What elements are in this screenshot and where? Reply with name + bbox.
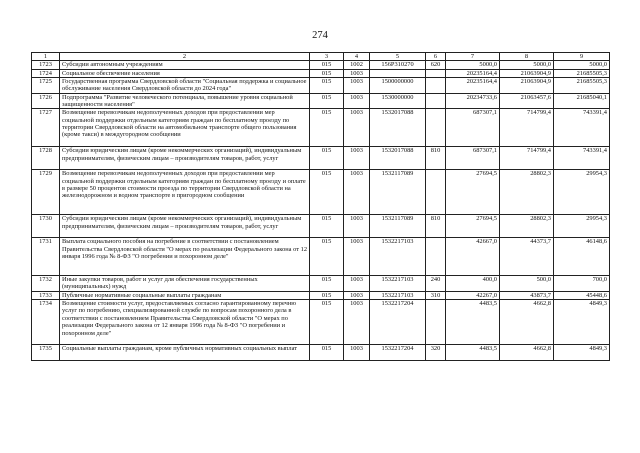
row-number: 1725 (32, 78, 60, 94)
expense-type-code (426, 109, 446, 147)
table-row (32, 61, 610, 69)
amount-year-3: 5000,0 (554, 61, 610, 69)
column-header: 2 (60, 53, 310, 61)
amount-year-3: 4849,3 (554, 300, 610, 345)
amount-year-1: 20235164,4 (446, 78, 500, 94)
target-article-code: 1532117089 (370, 170, 426, 215)
ministry-code: 015 (310, 291, 344, 299)
amount-year-1: 42667,0 (446, 238, 500, 276)
ministry-code: 015 (310, 147, 344, 170)
row-number: 1726 (32, 93, 60, 109)
section-code: 1003 (344, 345, 370, 361)
amount-year-3: 21685505,3 (554, 69, 610, 77)
target-article-code: 1532017088 (370, 109, 426, 147)
row-number: 1735 (32, 345, 60, 361)
section-code: 1003 (344, 170, 370, 215)
target-article-code: 1530000000 (370, 93, 426, 109)
target-article-code: 1532117089 (370, 215, 426, 238)
table-row (32, 69, 610, 77)
ministry-code: 015 (310, 215, 344, 238)
section-code: 1003 (344, 78, 370, 94)
section-code: 1003 (344, 276, 370, 292)
row-name: Социальное обеспечение населения (60, 69, 310, 77)
target-article-code: 1532217204 (370, 300, 426, 345)
table-row (32, 109, 610, 147)
amount-year-1: 687307,1 (446, 109, 500, 147)
amount-year-2: 714799,4 (500, 109, 554, 147)
amount-year-2: 4662,8 (500, 345, 554, 361)
amount-year-3: 743391,4 (554, 147, 610, 170)
row-name: Выплата социального пособия на погребение в соответствии с постановлением Правительства Свердловской области "О мерах по реализации Федерального закона от 12 января 1996 года № 8-ФЗ "О погребении и похоронном деле" (60, 238, 310, 276)
row-number: 1734 (32, 300, 60, 345)
amount-year-2: 43873,7 (500, 291, 554, 299)
column-header: 8 (500, 53, 554, 61)
table-row (32, 300, 610, 345)
amount-year-1: 400,0 (446, 276, 500, 292)
amount-year-2: 28802,3 (500, 170, 554, 215)
amount-year-1: 687307,1 (446, 147, 500, 170)
ministry-code: 015 (310, 345, 344, 361)
section-code: 1003 (344, 215, 370, 238)
table-row (32, 215, 610, 238)
column-header: 3 (310, 53, 344, 61)
section-code: 1003 (344, 69, 370, 77)
row-name: Подпрограмма "Развитие человеческого потенциала, повышение уровня социальной защищенности населения" (60, 93, 310, 109)
amount-year-3: 45448,6 (554, 291, 610, 299)
row-name: Социальные выплаты гражданам, кроме публичных нормативных социальных выплат (60, 345, 310, 361)
amount-year-2: 21063904,9 (500, 78, 554, 94)
amount-year-3: 46148,6 (554, 238, 610, 276)
section-code: 1003 (344, 109, 370, 147)
ministry-code: 015 (310, 170, 344, 215)
section-code: 1003 (344, 147, 370, 170)
column-header: 5 (370, 53, 426, 61)
expense-type-code (426, 78, 446, 94)
expense-type-code: 620 (426, 61, 446, 69)
amount-year-3: 4849,3 (554, 345, 610, 361)
expense-type-code: 240 (426, 276, 446, 292)
amount-year-3: 21685040,1 (554, 93, 610, 109)
column-header: 4 (344, 53, 370, 61)
expense-type-code (426, 170, 446, 215)
amount-year-1: 5000,0 (446, 61, 500, 69)
amount-year-1: 20235164,4 (446, 69, 500, 77)
column-header: 9 (554, 53, 610, 61)
table-body (32, 61, 610, 361)
expense-type-code (426, 69, 446, 77)
row-name: Возмещение перевозчикам недополученных доходов при предоставлении мер социальной поддержки отдельным категориям граждан по бесплатному проезду и оплате в размере 50 процентов стоимости проезда по территории Свердловской области на железнодорожном и водном транспорте в пригородном сообщении (60, 170, 310, 215)
section-code: 1003 (344, 300, 370, 345)
section-code: 1003 (344, 93, 370, 109)
row-number: 1727 (32, 109, 60, 147)
table-row (32, 276, 610, 292)
header-row (32, 53, 610, 61)
row-name: Публичные нормативные социальные выплаты гражданам (60, 291, 310, 299)
ministry-code: 015 (310, 300, 344, 345)
amount-year-2: 21063904,9 (500, 69, 554, 77)
row-number: 1733 (32, 291, 60, 299)
amount-year-2: 500,0 (500, 276, 554, 292)
row-name: Иные закупки товаров, работ и услуг для обеспечения государственных (муниципальных) нужд (60, 276, 310, 292)
target-article-code: 1500000000 (370, 78, 426, 94)
table-row (32, 170, 610, 215)
amount-year-2: 21063457,6 (500, 93, 554, 109)
amount-year-2: 5000,0 (500, 61, 554, 69)
ministry-code: 015 (310, 109, 344, 147)
ministry-code: 015 (310, 93, 344, 109)
target-article-code (370, 69, 426, 77)
target-article-code: 1532217103 (370, 238, 426, 276)
ministry-code: 015 (310, 61, 344, 69)
amount-year-1: 42267,0 (446, 291, 500, 299)
target-article-code: 1532017088 (370, 147, 426, 170)
table-row (32, 345, 610, 361)
amount-year-1: 4483,5 (446, 345, 500, 361)
amount-year-3: 29954,3 (554, 215, 610, 238)
amount-year-2: 4662,8 (500, 300, 554, 345)
ministry-code: 015 (310, 238, 344, 276)
target-article-code: 1532217103 (370, 291, 426, 299)
row-number: 1728 (32, 147, 60, 170)
row-number: 1730 (32, 215, 60, 238)
amount-year-3: 21685505,3 (554, 78, 610, 94)
page-number: 274 (312, 30, 328, 41)
row-name: Возмещение стоимости услуг, предоставляемых согласно гарантированному перечню услуг по погребению, специализированной службе по вопросам похоронного дела в соответствии с постановлением Правительства Свердловской области "О мерах по реализации Федерального закона от 12 января 1996 года № 8-ФЗ "О погребении и похоронном деле" (60, 300, 310, 345)
amount-year-1: 27694,5 (446, 170, 500, 215)
expense-type-code (426, 93, 446, 109)
expense-type-code: 320 (426, 345, 446, 361)
budget-table (31, 52, 610, 361)
table-row (32, 147, 610, 170)
section-code: 1002 (344, 61, 370, 69)
column-header: 1 (32, 53, 60, 61)
target-article-code: 1532217103 (370, 276, 426, 292)
expense-type-code (426, 300, 446, 345)
table-row (32, 291, 610, 299)
column-header: 6 (426, 53, 446, 61)
amount-year-1: 20234733,6 (446, 93, 500, 109)
ministry-code: 015 (310, 78, 344, 94)
column-header: 7 (446, 53, 500, 61)
expense-type-code: 310 (426, 291, 446, 299)
ministry-code: 015 (310, 276, 344, 292)
target-article-code: 156Р310270 (370, 61, 426, 69)
amount-year-3: 29954,3 (554, 170, 610, 215)
table-row (32, 93, 610, 109)
table-row (32, 78, 610, 94)
expense-type-code (426, 238, 446, 276)
row-name: Субсидии автономным учреждениям (60, 61, 310, 69)
target-article-code: 1532217204 (370, 345, 426, 361)
section-code: 1003 (344, 238, 370, 276)
row-number: 1729 (32, 170, 60, 215)
row-name: Субсидии юридическим лицам (кроме некоммерческих организаций), индивидуальным предпринимателям, физическим лицам – производителям товаров, работ, услуг (60, 147, 310, 170)
amount-year-1: 4483,5 (446, 300, 500, 345)
row-number: 1732 (32, 276, 60, 292)
expense-type-code: 810 (426, 147, 446, 170)
amount-year-3: 700,0 (554, 276, 610, 292)
row-number: 1723 (32, 61, 60, 69)
row-name: Возмещение перевозчикам недополученных доходов при предоставлении мер социальной поддержки отдельным категориям граждан по бесплатному проезду по территории Свердловской области на автомобильном транспорте общего пользования (кроме такси) в междугородном сообщении (60, 109, 310, 147)
ministry-code: 015 (310, 69, 344, 77)
amount-year-1: 27694,5 (446, 215, 500, 238)
row-number: 1731 (32, 238, 60, 276)
amount-year-2: 714799,4 (500, 147, 554, 170)
row-name: Государственная программа Свердловской области "Социальная поддержка и социальное обслуживание населения Свердловской области до 2024 года" (60, 78, 310, 94)
section-code: 1003 (344, 291, 370, 299)
amount-year-3: 743391,4 (554, 109, 610, 147)
expense-type-code: 810 (426, 215, 446, 238)
amount-year-2: 44373,7 (500, 238, 554, 276)
row-name: Субсидии юридическим лицам (кроме некоммерческих организаций), индивидуальным предпринимателям, физическим лицам – производителям товаров, работ, услуг (60, 215, 310, 238)
amount-year-2: 28802,3 (500, 215, 554, 238)
table-row (32, 238, 610, 276)
row-number: 1724 (32, 69, 60, 77)
